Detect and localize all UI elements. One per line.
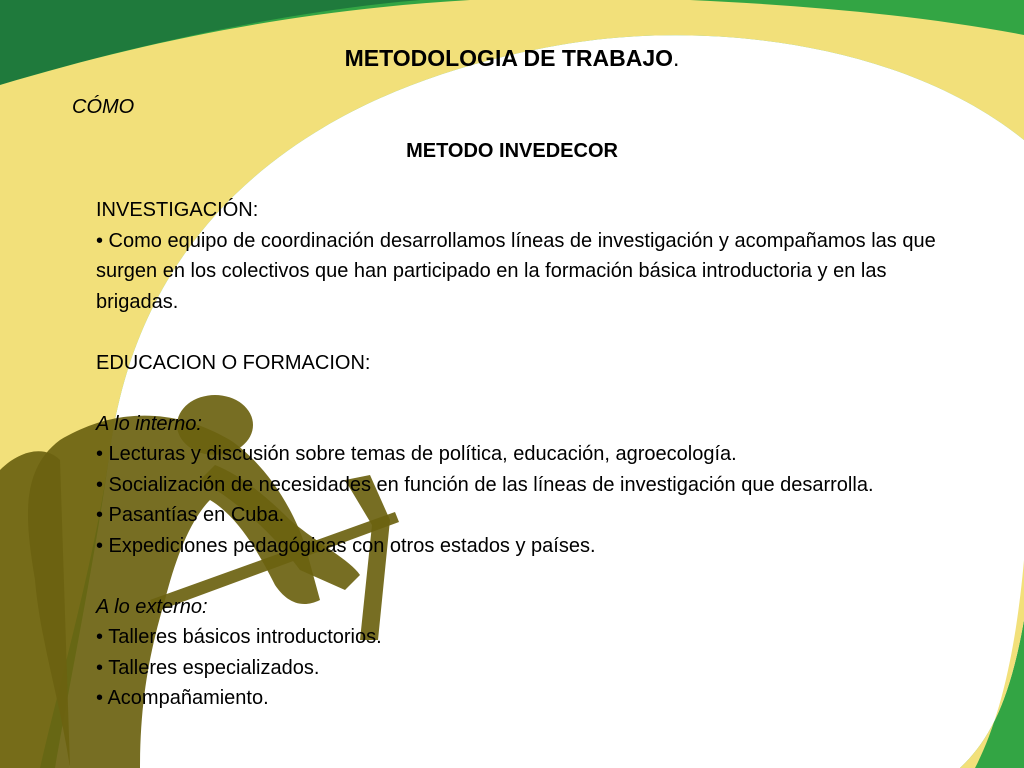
title-period: .: [673, 45, 680, 71]
spacer: [96, 317, 946, 348]
subsection-label-interno: A lo interno:: [96, 412, 202, 435]
bullet-externo: • Acompañamiento.: [96, 687, 269, 709]
bullet-investigacion: • Como equipo de coordinación desarrollamos líneas de investigación y acompañamos las que surgen en los colectivos que han participado en la formación básica introductoria y en las brigadas.: [96, 229, 936, 313]
section-heading-educacion: EDUCACION O FORMACION:: [96, 351, 371, 374]
bullet-interno: • Socialización de necesidades en función de las líneas de investigación que desarrolla.: [96, 473, 874, 496]
bullet-externo: • Talleres especializados.: [96, 656, 320, 679]
spacer: [96, 378, 946, 409]
title-text: METODOLOGIA DE TRABAJO: [344, 45, 673, 71]
slide-body: [96, 195, 946, 714]
section-heading-investigacion: INVESTIGACIÓN:: [96, 199, 259, 221]
slide-title: [0, 42, 1024, 74]
subheading: CÓMO: [72, 96, 135, 118]
spacer: [96, 561, 946, 592]
bullet-interno: • Expediciones pedagógicas con otros estados y países.: [96, 534, 596, 557]
subsection-label-externo: A lo externo:: [96, 595, 208, 618]
bullet-externo: • Talleres básicos introductorios.: [96, 626, 382, 648]
bullet-interno: • Pasantías en Cuba.: [96, 504, 285, 526]
bullet-interno: • Lecturas y discusión sobre temas de política, educación, agroecología.: [96, 443, 737, 465]
method-title: METODO INVEDECOR: [406, 140, 618, 162]
